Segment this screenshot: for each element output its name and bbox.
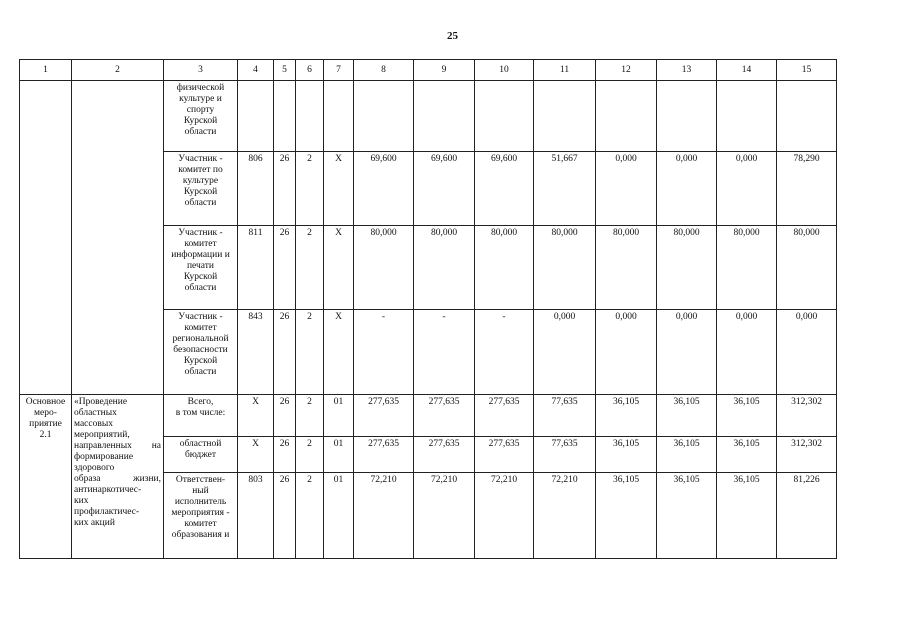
value-cell-col10 bbox=[475, 81, 534, 152]
measure-title bbox=[72, 395, 164, 559]
value-cell-col13: 36,105 bbox=[657, 395, 717, 437]
value-cell-col5 bbox=[274, 81, 296, 152]
value-cell-col9: 277,635 bbox=[414, 437, 475, 473]
value-cell-col6: 2 bbox=[296, 473, 324, 559]
value-cell-col7: X bbox=[324, 152, 354, 226]
value-cell-col11: 77,635 bbox=[534, 395, 596, 437]
participant-name-line: ный bbox=[192, 486, 209, 496]
measure-title-line: областных bbox=[74, 408, 117, 418]
value-cell-col5: 26 bbox=[274, 226, 296, 310]
value-cell-col5: 26 bbox=[274, 152, 296, 226]
value-cell-col7: X bbox=[324, 310, 354, 395]
participant-name-line: комитет bbox=[184, 323, 217, 333]
value-cell-col6: 2 bbox=[296, 226, 324, 310]
value-cell-col14: 0,000 bbox=[717, 310, 777, 395]
participant-name-line: культуре и bbox=[179, 94, 222, 104]
participant-name bbox=[164, 310, 238, 395]
value-cell-col9: 80,000 bbox=[414, 226, 475, 310]
participant-name-line: Участник - bbox=[178, 312, 223, 322]
participant-name-line: Курской bbox=[183, 116, 218, 126]
measure-title-line: «Проведение bbox=[74, 397, 128, 407]
value-cell-col9 bbox=[414, 81, 475, 152]
column-header: 11 bbox=[534, 60, 596, 81]
value-cell-col8: 277,635 bbox=[354, 395, 414, 437]
value-cell-col12: 36,105 bbox=[596, 395, 657, 437]
participant-name bbox=[164, 226, 238, 310]
measure-title-line: ких bbox=[74, 496, 89, 506]
participant-name-line: области bbox=[184, 127, 217, 137]
page-number: 25 bbox=[447, 30, 458, 42]
measure-title-line: образа жизни, bbox=[74, 474, 161, 484]
participant-name-line: мероприятия - bbox=[171, 508, 230, 518]
value-cell-col12: 36,105 bbox=[596, 437, 657, 473]
value-cell-col13: 36,105 bbox=[657, 473, 717, 559]
value-cell-col14: 0,000 bbox=[717, 152, 777, 226]
value-cell-col8: 277,635 bbox=[354, 437, 414, 473]
column-header: 5 bbox=[274, 60, 296, 81]
value-cell-col5: 26 bbox=[274, 437, 296, 473]
value-cell-col15: 0,000 bbox=[777, 310, 837, 395]
value-cell-col12: 0,000 bbox=[596, 152, 657, 226]
value-cell-col12: 80,000 bbox=[596, 226, 657, 310]
value-cell-col10: 80,000 bbox=[475, 226, 534, 310]
column-header: 15 bbox=[777, 60, 837, 81]
participant-name bbox=[164, 152, 238, 226]
cell-col1 bbox=[20, 81, 72, 395]
value-cell-col14: 36,105 bbox=[717, 473, 777, 559]
participant-name-line: культуре bbox=[182, 176, 219, 186]
measure-title-line: ких акций bbox=[74, 518, 115, 528]
value-cell-col9: - bbox=[414, 310, 475, 395]
value-cell-col5: 26 bbox=[274, 473, 296, 559]
table-row bbox=[20, 395, 837, 437]
participant-name-line: области bbox=[184, 198, 217, 208]
value-cell-col11: 0,000 bbox=[534, 310, 596, 395]
participant-name-line: исполнитель bbox=[174, 497, 227, 507]
value-cell-col15: 81,226 bbox=[777, 473, 837, 559]
value-cell-col6: 2 bbox=[296, 395, 324, 437]
value-cell-col12 bbox=[596, 81, 657, 152]
value-cell-col7: 01 bbox=[324, 395, 354, 437]
budget-table bbox=[19, 59, 837, 559]
value-cell-col7: X bbox=[324, 226, 354, 310]
column-header: 13 bbox=[657, 60, 717, 81]
value-cell-col4: X bbox=[238, 395, 274, 437]
measure-number-line: приятие bbox=[29, 419, 62, 429]
value-cell-col8: - bbox=[354, 310, 414, 395]
measure-title-line: здорового bbox=[74, 463, 115, 473]
value-cell-col14: 80,000 bbox=[717, 226, 777, 310]
measure-title-line: массовых bbox=[74, 419, 113, 429]
value-cell-col13: 0,000 bbox=[657, 152, 717, 226]
column-header: 14 bbox=[717, 60, 777, 81]
participant-name-line: печати bbox=[186, 261, 215, 271]
value-cell-col15: 312,302 bbox=[777, 395, 837, 437]
measure-title-line: формирование bbox=[74, 452, 134, 462]
value-cell-col13 bbox=[657, 81, 717, 152]
value-cell-col14: 36,105 bbox=[717, 437, 777, 473]
value-cell-col4: 803 bbox=[238, 473, 274, 559]
value-cell-col15 bbox=[777, 81, 837, 152]
value-cell-col7: 01 bbox=[324, 437, 354, 473]
column-header: 4 bbox=[238, 60, 274, 81]
value-cell-col9: 69,600 bbox=[414, 152, 475, 226]
value-cell-col11: 51,667 bbox=[534, 152, 596, 226]
value-cell-col10: 277,635 bbox=[475, 437, 534, 473]
column-header: 9 bbox=[414, 60, 475, 81]
participant-name-line: бюджет bbox=[184, 450, 217, 460]
value-cell-col11: 77,635 bbox=[534, 437, 596, 473]
participant-name-line: комитет bbox=[184, 239, 217, 249]
value-cell-col12: 0,000 bbox=[596, 310, 657, 395]
value-cell-col11 bbox=[534, 81, 596, 152]
value-cell-col10: 277,635 bbox=[475, 395, 534, 437]
participant-name-line: области bbox=[184, 283, 217, 293]
participant-name bbox=[164, 395, 238, 437]
value-cell-col10: - bbox=[475, 310, 534, 395]
value-cell-col14 bbox=[717, 81, 777, 152]
value-cell-col15: 78,290 bbox=[777, 152, 837, 226]
participant-name-line: образования и bbox=[171, 530, 230, 540]
participant-name bbox=[164, 437, 238, 473]
participant-name-line: в том числе: bbox=[175, 408, 226, 418]
participant-name-line: Всего, bbox=[187, 397, 214, 407]
value-cell-col10: 72,210 bbox=[475, 473, 534, 559]
participant-name bbox=[164, 81, 238, 152]
value-cell-col11: 72,210 bbox=[534, 473, 596, 559]
value-cell-col13: 0,000 bbox=[657, 310, 717, 395]
measure-title-line: направленных на bbox=[74, 441, 161, 451]
column-header: 2 bbox=[72, 60, 164, 81]
value-cell-col6: 2 bbox=[296, 437, 324, 473]
value-cell-col6: 2 bbox=[296, 152, 324, 226]
value-cell-col11: 80,000 bbox=[534, 226, 596, 310]
value-cell-col8: 69,600 bbox=[354, 152, 414, 226]
participant-name-line: Курской bbox=[183, 187, 218, 197]
participant-name-line: областной bbox=[179, 439, 222, 449]
header-row bbox=[20, 60, 837, 81]
column-header: 8 bbox=[354, 60, 414, 81]
measure-title-line: антинаркотичес- bbox=[74, 485, 142, 495]
participant-name-line: физической bbox=[176, 83, 225, 93]
value-cell-col5: 26 bbox=[274, 310, 296, 395]
participant-name-line: региональной bbox=[172, 334, 229, 344]
value-cell-col5: 26 bbox=[274, 395, 296, 437]
value-cell-col14: 36,105 bbox=[717, 395, 777, 437]
value-cell-col4: 806 bbox=[238, 152, 274, 226]
participant-name-line: области bbox=[184, 367, 217, 377]
participant-name-line: Курской bbox=[183, 356, 218, 366]
participant-name-line: Участник - bbox=[178, 154, 223, 164]
participant-name-line: комитет bbox=[184, 519, 217, 529]
participant-name bbox=[164, 473, 238, 559]
value-cell-col8: 80,000 bbox=[354, 226, 414, 310]
participant-name-line: Ответствен- bbox=[175, 475, 226, 485]
value-cell-col7: 01 bbox=[324, 473, 354, 559]
column-header: 7 bbox=[324, 60, 354, 81]
value-cell-col7 bbox=[324, 81, 354, 152]
measure-number-line: меро- bbox=[34, 408, 57, 418]
value-cell-col9: 277,635 bbox=[414, 395, 475, 437]
column-header: 3 bbox=[164, 60, 238, 81]
value-cell-col4: X bbox=[238, 437, 274, 473]
value-cell-col12: 36,105 bbox=[596, 473, 657, 559]
value-cell-col9: 72,210 bbox=[414, 473, 475, 559]
value-cell-col13: 36,105 bbox=[657, 437, 717, 473]
value-cell-col10: 69,600 bbox=[475, 152, 534, 226]
value-cell-col15: 80,000 bbox=[777, 226, 837, 310]
cell-col2 bbox=[72, 81, 164, 395]
measure-number-line: 2.1 bbox=[39, 430, 52, 440]
measure-title-line: профилактичес- bbox=[74, 507, 140, 517]
participant-name-line: Курской bbox=[183, 272, 218, 282]
participant-name-line: информации и bbox=[171, 250, 230, 260]
value-cell-col4: 843 bbox=[238, 310, 274, 395]
column-header: 6 bbox=[296, 60, 324, 81]
value-cell-col6: 2 bbox=[296, 310, 324, 395]
value-cell-col4 bbox=[238, 81, 274, 152]
column-header: 12 bbox=[596, 60, 657, 81]
value-cell-col15: 312,302 bbox=[777, 437, 837, 473]
value-cell-col13: 80,000 bbox=[657, 226, 717, 310]
measure-number bbox=[20, 395, 72, 559]
value-cell-col8 bbox=[354, 81, 414, 152]
measure-title-line: мероприятий, bbox=[74, 430, 130, 440]
participant-name-line: комитет по bbox=[178, 165, 223, 175]
value-cell-col8: 72,210 bbox=[354, 473, 414, 559]
participant-name-line: безопасности bbox=[173, 345, 228, 355]
value-cell-col4: 811 bbox=[238, 226, 274, 310]
column-header: 10 bbox=[475, 60, 534, 81]
measure-number-line: Основное bbox=[25, 397, 66, 407]
participant-name-line: Участник - bbox=[178, 228, 223, 238]
table-row bbox=[20, 81, 837, 152]
column-header: 1 bbox=[20, 60, 72, 81]
value-cell-col6 bbox=[296, 81, 324, 152]
participant-name-line: спорту bbox=[186, 105, 215, 115]
